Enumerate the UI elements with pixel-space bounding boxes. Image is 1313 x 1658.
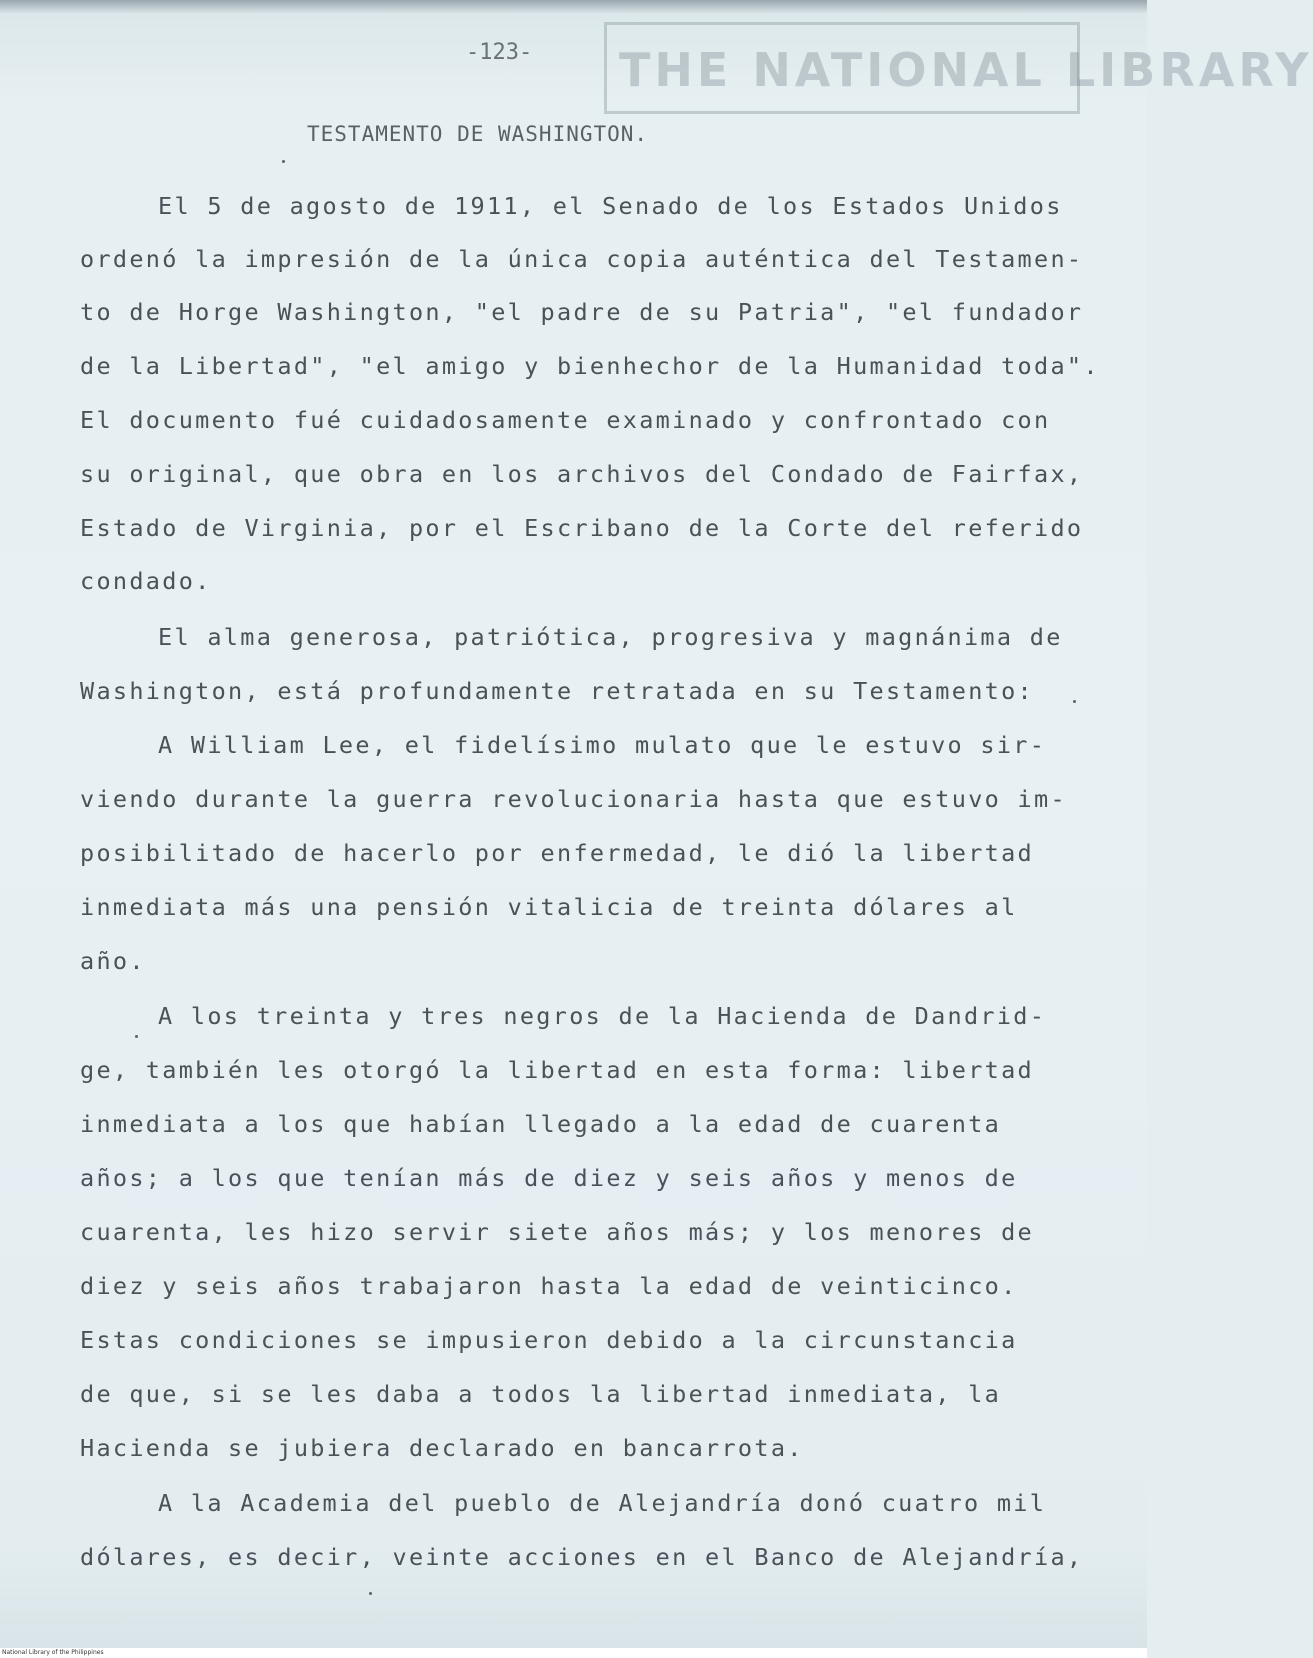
body-line: ordenó la impresión de la única copia auténtica del Testamen-: [80, 245, 1084, 273]
body-line: condado.: [80, 567, 212, 595]
body-line: posibilitado de hacerlo por enfermedad, le dió la libertad: [80, 839, 1034, 867]
body-line: A William Lee, el fidelísimo mulato que le estuvo sir-: [158, 731, 1047, 759]
body-line: viendo durante la guerra revolucionaria hasta que estuvo im-: [80, 785, 1067, 813]
library-stamp-text: THE NATIONAL LIBRARY: [619, 43, 1313, 97]
body-line: El 5 de agosto de 1911, el Senado de los Estados Unidos: [158, 192, 1063, 220]
body-line: diez y seis años trabajaron hasta la edad de veinticinco.: [80, 1272, 1018, 1300]
scan-speck: [369, 1592, 372, 1595]
body-line: años; a los que tenían más de diez y seis años y menos de: [80, 1164, 1018, 1192]
document-title: TESTAMENTO DE WASHINGTON.: [307, 122, 649, 146]
scan-speck: [135, 1035, 138, 1038]
body-line: A la Academia del pueblo de Alejandría donó cuatro mil: [158, 1489, 1047, 1517]
footer-credit: National Library of the Philippines: [0, 1648, 1147, 1658]
body-line: El alma generosa, patriótica, progresiva y magnánima de: [158, 623, 1063, 651]
body-line: Estas condiciones se impusieron debido a la circunstancia: [80, 1326, 1018, 1354]
body-line: cuarenta, les hizo servir siete años más; y los menores de: [80, 1218, 1034, 1246]
scan-edge-shadow: [0, 0, 1147, 14]
body-line: inmediata a los que habían llegado a la edad de cuarenta: [80, 1110, 1002, 1138]
body-line: El documento fué cuidadosamente examinado y confrontado con: [80, 406, 1051, 434]
body-line: Washington, está profundamente retratada en su Testamento:: [80, 677, 1034, 705]
page-number: -123-: [466, 40, 533, 65]
body-line: Hacienda se jubiera declarado en bancarrota.: [80, 1434, 804, 1462]
body-line: dólares, es decir, veinte acciones en el Banco de Alejandría,: [80, 1543, 1084, 1571]
body-line: A los treinta y tres negros de la Hacienda de Dandrid-: [158, 1002, 1047, 1030]
scan-speck: [1073, 700, 1076, 703]
library-stamp: [604, 22, 1313, 114]
scan-speck: [282, 160, 285, 163]
body-line: su original, que obra en los archivos del Condado de Fairfax,: [80, 460, 1084, 488]
body-line: año.: [80, 947, 146, 975]
body-line: Estado de Virginia, por el Escribano de la Corte del referido: [80, 514, 1084, 542]
body-line: de que, si se les daba a todos la libertad inmediata, la: [80, 1380, 1002, 1408]
body-line: to de Horge Washington, "el padre de su Patria", "el fundador: [80, 298, 1084, 326]
body-line: inmediata más una pensión vitalicia de treinta dólares al: [80, 893, 1018, 921]
body-line: de la Libertad", "el amigo y bienhechor de la Humanidad toda".: [80, 352, 1100, 380]
body-line: ge, también les otorgó la libertad en esta forma: libertad: [80, 1056, 1034, 1084]
